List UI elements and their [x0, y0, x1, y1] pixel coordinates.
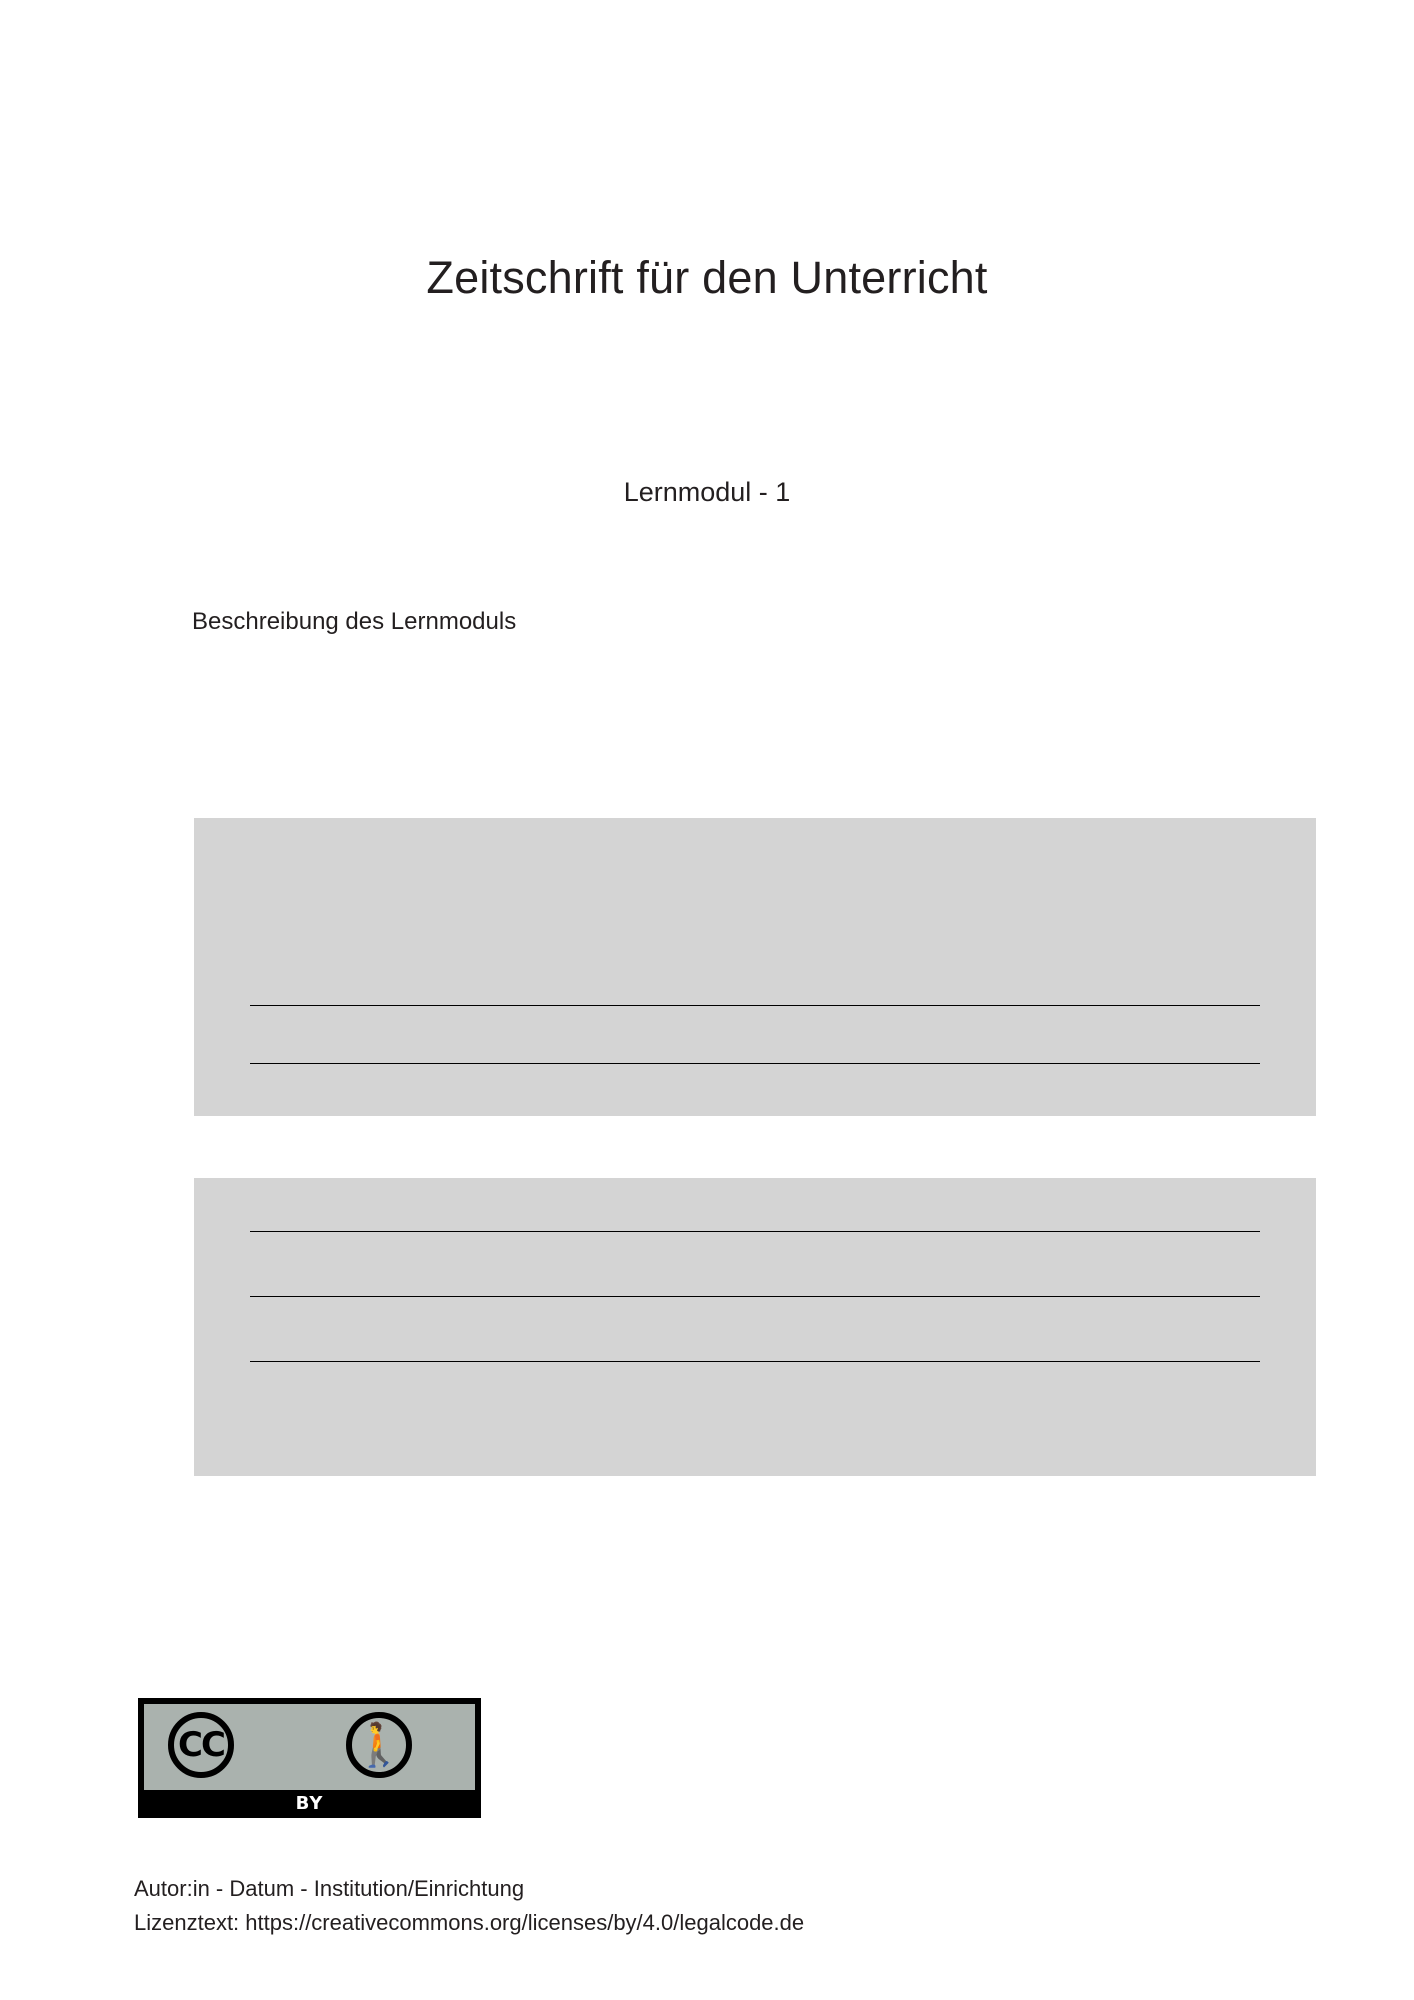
writing-line	[250, 1296, 1260, 1297]
footer	[134, 1872, 804, 1940]
writing-line	[250, 1005, 1260, 1006]
content-box-2	[194, 1178, 1316, 1476]
cc-text-icon: CC	[178, 1725, 224, 1765]
module-label: Lernmodul - 1	[623, 477, 791, 507]
content-box-1	[194, 818, 1316, 1116]
page-title: Zeitschrift für den Unterricht	[426, 252, 988, 304]
writing-line	[250, 1063, 1260, 1064]
writing-line	[250, 1231, 1260, 1232]
writing-line	[250, 1361, 1260, 1362]
attribution-line: Autor:in - Datum - Institution/Einrichtung	[134, 1876, 525, 1901]
person-icon: 🚶	[352, 1720, 406, 1769]
license-url-line: Lizenztext: https://creativecommons.org/licenses/by/4.0/legalcode.de	[134, 1910, 805, 1936]
creative-commons-by-badge	[138, 1698, 481, 1818]
by-label: BY	[295, 1793, 324, 1814]
module-description: Beschreibung des Lernmoduls	[192, 608, 517, 635]
